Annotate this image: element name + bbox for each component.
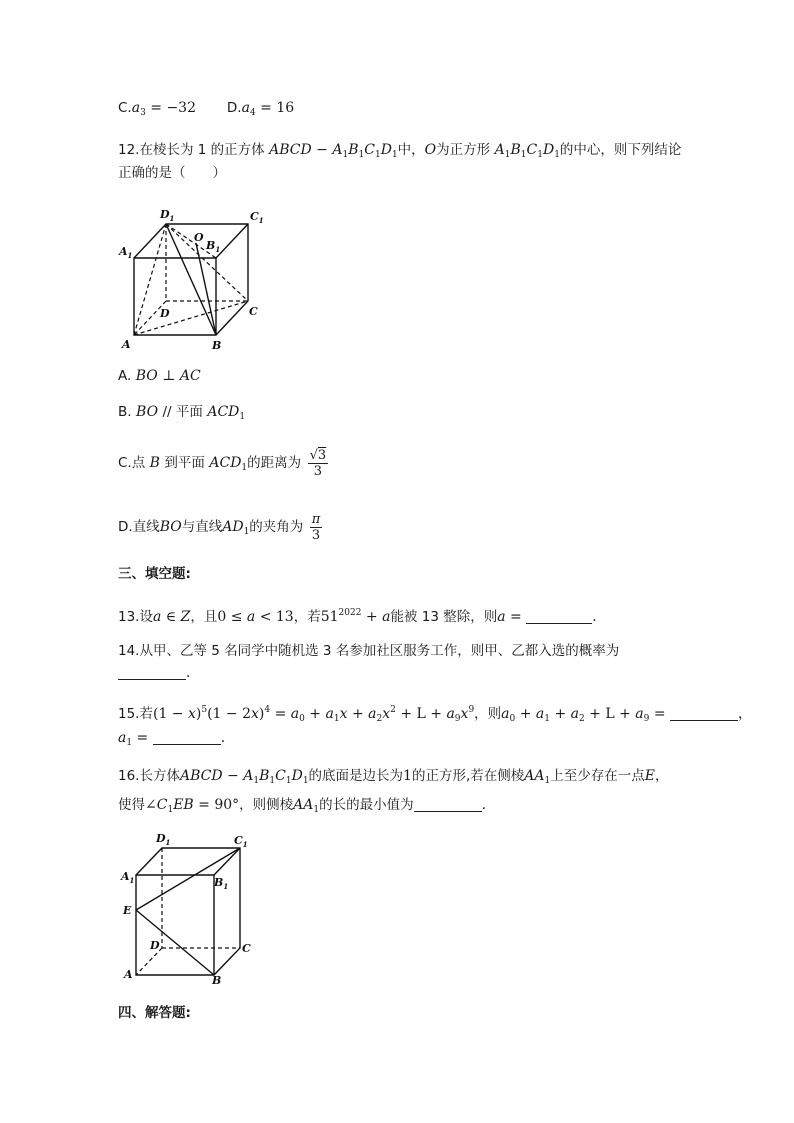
label-d1: $D_1$ xyxy=(160,208,175,223)
q12-stem-line1: 12.在棱长为 1 的正方体 ABCD − $A_1B_1C_1D_1$中，O为正方形 $A_1B_1C_1D_1$的中心，则下列结论 xyxy=(118,142,682,160)
q11-option-d-label: D. xyxy=(226,100,242,116)
q12-stem-line2: 正确的是（ ） xyxy=(118,165,226,181)
label-d1: $D_1$ xyxy=(156,832,171,847)
label-d: D xyxy=(160,307,170,320)
label-a1: $A_1$ xyxy=(121,870,135,885)
section3-title: 三、填空题: xyxy=(118,566,191,582)
q15-line1: 15.若$(1 - x)^5(1 - 2x)^4 = a_0 + a_1x + a_2x^2 + L + a_9x^9$，则$a_0 + a_1 + a_2 + L + a_9$ = ， xyxy=(118,705,753,724)
q16-line1: 16.长方体ABCD − $A_1B_1C_1D_1$的底面是边长为1的正方形,若在侧棱$AA_1$上至少存在一点E， xyxy=(118,768,669,786)
q12-option-d: D.直线BO与直线$AD_1$的夹角为 $\frac{\pi}{3}$ xyxy=(118,511,321,543)
q16-answer-blank[interactable] xyxy=(414,797,482,812)
section4-title: 四、解答题: xyxy=(118,1005,191,1021)
label-c1: $C_1$ xyxy=(250,210,264,225)
diagonal-ac xyxy=(134,301,248,335)
q15-line2: $a_1$ = . xyxy=(118,730,226,748)
q12-option-b: B. BO // 平面 $ACD_1$ xyxy=(118,404,246,422)
label-c: C xyxy=(249,305,258,318)
q15-a1-blank[interactable] xyxy=(153,730,221,745)
q11-options: $C.a_3 = -32$ $D.a_4 = 16$ xyxy=(118,100,295,118)
segment-bo xyxy=(196,243,216,335)
fraction-sqrt3-over-3: $\frac{√3}{3}$ xyxy=(309,447,327,479)
label-b1: $B_1$ xyxy=(214,876,229,891)
cube-figure xyxy=(118,205,268,355)
q11-option-c-label: C. xyxy=(118,100,132,116)
segment-d1c xyxy=(166,224,248,301)
q12-option-a: A. BO ⊥ AC xyxy=(118,368,201,384)
label-c: C xyxy=(242,942,251,955)
q14-answer-line: . xyxy=(118,663,190,683)
q11-option-d-value: = 16 xyxy=(260,100,295,116)
q14-text: 14.从甲、乙等 5 名同学中随机选 3 名参加社区服务工作，则甲、乙都入选的概率为 xyxy=(118,643,620,659)
q15-sum-blank[interactable] xyxy=(670,706,738,721)
label-d: D xyxy=(150,939,160,952)
label-b: B xyxy=(212,974,222,985)
prism-figure xyxy=(118,830,268,985)
prism-outer-edges xyxy=(136,848,240,975)
label-a: A xyxy=(122,338,131,351)
segment-ec1 xyxy=(136,848,240,910)
hidden-edge-ad xyxy=(136,948,162,975)
q13-answer-blank[interactable] xyxy=(526,609,592,624)
label-c1: $C_1$ xyxy=(234,834,248,849)
label-a: A xyxy=(124,968,133,981)
label-a1: $A_1$ xyxy=(119,245,133,260)
label-e: E xyxy=(123,904,132,917)
q13: 13.设a ∈ Z，且0 ≤ a < 13，若$51^{2022} + a$能被 13 整除，则a = . xyxy=(118,608,597,625)
label-o: O xyxy=(194,231,204,244)
q16-line2: 使得$\angle C_1EB = 90^\circ$，则侧棱$AA_1$的长的最小值为 . xyxy=(118,797,487,815)
q11-option-c-value: = −32 xyxy=(150,100,196,116)
q12-option-c: C.点 B 到平面 $ACD_1$的距离为 $\frac{√3}{3}$ xyxy=(118,447,327,479)
label-b: B xyxy=(212,339,222,352)
segment-eb xyxy=(136,910,214,975)
fraction-pi-over-3: $\frac{\pi}{3}$ xyxy=(311,511,321,543)
label-b1: $B_1$ xyxy=(206,239,221,254)
q14-answer-blank[interactable] xyxy=(118,665,186,680)
